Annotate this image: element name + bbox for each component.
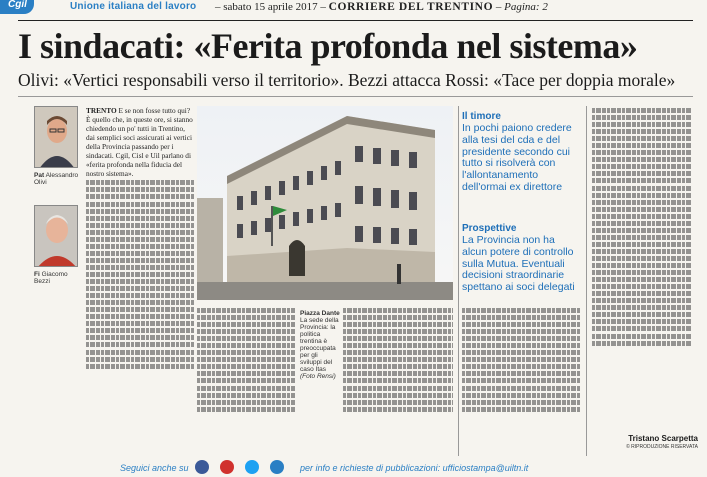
portrait-olivi-caption: Pat Alessandro Olivi [34, 172, 79, 186]
footer-follow-label: Seguici anche su [120, 463, 189, 473]
column-divider [586, 106, 587, 456]
headline: I sindacati: «Ferita profonda nel sistema» [18, 26, 638, 66]
sidebar-body-prospettive: La Provincia non ha alcun potere di controllo sulla Mutua. Eventuali decisioni straordinarie spettano ai soci delegati [462, 234, 575, 294]
sidebar-heading-prospettive: Prospettive [462, 223, 517, 234]
article-column-1: TRENTO E se non fosse tutto qui? È quello che, in queste ore, si stanno chiedendo un po' tutti in Trentino, dai semplici soci assicurati ai vertici della Provincia passando per i sindacati. Cgil, Cisl e Uil parlano di «ferita profonda nella fiducia del nostro sistema». [86, 106, 194, 451]
sidebar-heading-timore: Il timore [462, 111, 501, 122]
photo-caption: Piazza Dante La sede della Provincia: la politica trentina è preoccupata per gli sviluppi del caso Itas (Foto Rensi) [300, 310, 340, 380]
issue-date: sabato 15 aprile 2017 [223, 1, 318, 13]
portrait-bezzi [34, 205, 78, 267]
article-column-2 [197, 306, 295, 452]
portrait-bezzi-caption: Fi Giacomo Bezzi [34, 271, 68, 285]
deck-rule [18, 96, 693, 97]
footer-contact[interactable]: per info e richieste di pubblicazioni: ufficiostampa@uiltn.it [300, 463, 529, 473]
portrait-olivi [34, 106, 78, 168]
building-photo [197, 106, 453, 300]
masthead [0, 0, 707, 16]
youtube-icon[interactable] [220, 460, 234, 474]
twitter-icon[interactable] [245, 460, 259, 474]
masthead-rule [18, 20, 693, 21]
column-divider [458, 106, 459, 456]
newspaper-name: CORRIERE DEL TRENTINO [328, 1, 494, 13]
page-number: Pagina: 2 [504, 1, 548, 13]
copyright-note: © RIPRODUZIONE RISERVATA [626, 444, 698, 450]
sidebar-body-timore: In pochi paiono credere alla tesi del cda e del presidente secondo cui tutto si risolverà con l'allontanamento dell'ormai ex direttore [462, 122, 572, 193]
article-column-3 [343, 306, 453, 452]
dateline: – sabato 15 aprile 2017 – CORRIERE DEL TRENTINO – Pagina: 2 [215, 1, 548, 13]
author-signature: Tristano Scarpetta [628, 434, 698, 443]
article-column-4 [462, 306, 580, 452]
union-logo: Cgil [0, 0, 34, 14]
deck: Olivi: «Vertici responsabili verso il territorio». Bezzi attacca Rossi: «Tace per doppia morale» [18, 70, 676, 90]
facebook-icon[interactable] [195, 460, 209, 474]
union-name: Unione italiana del lavoro [70, 1, 197, 12]
footer [0, 458, 707, 477]
article-column-5 [592, 106, 692, 418]
web-icon[interactable] [270, 460, 284, 474]
